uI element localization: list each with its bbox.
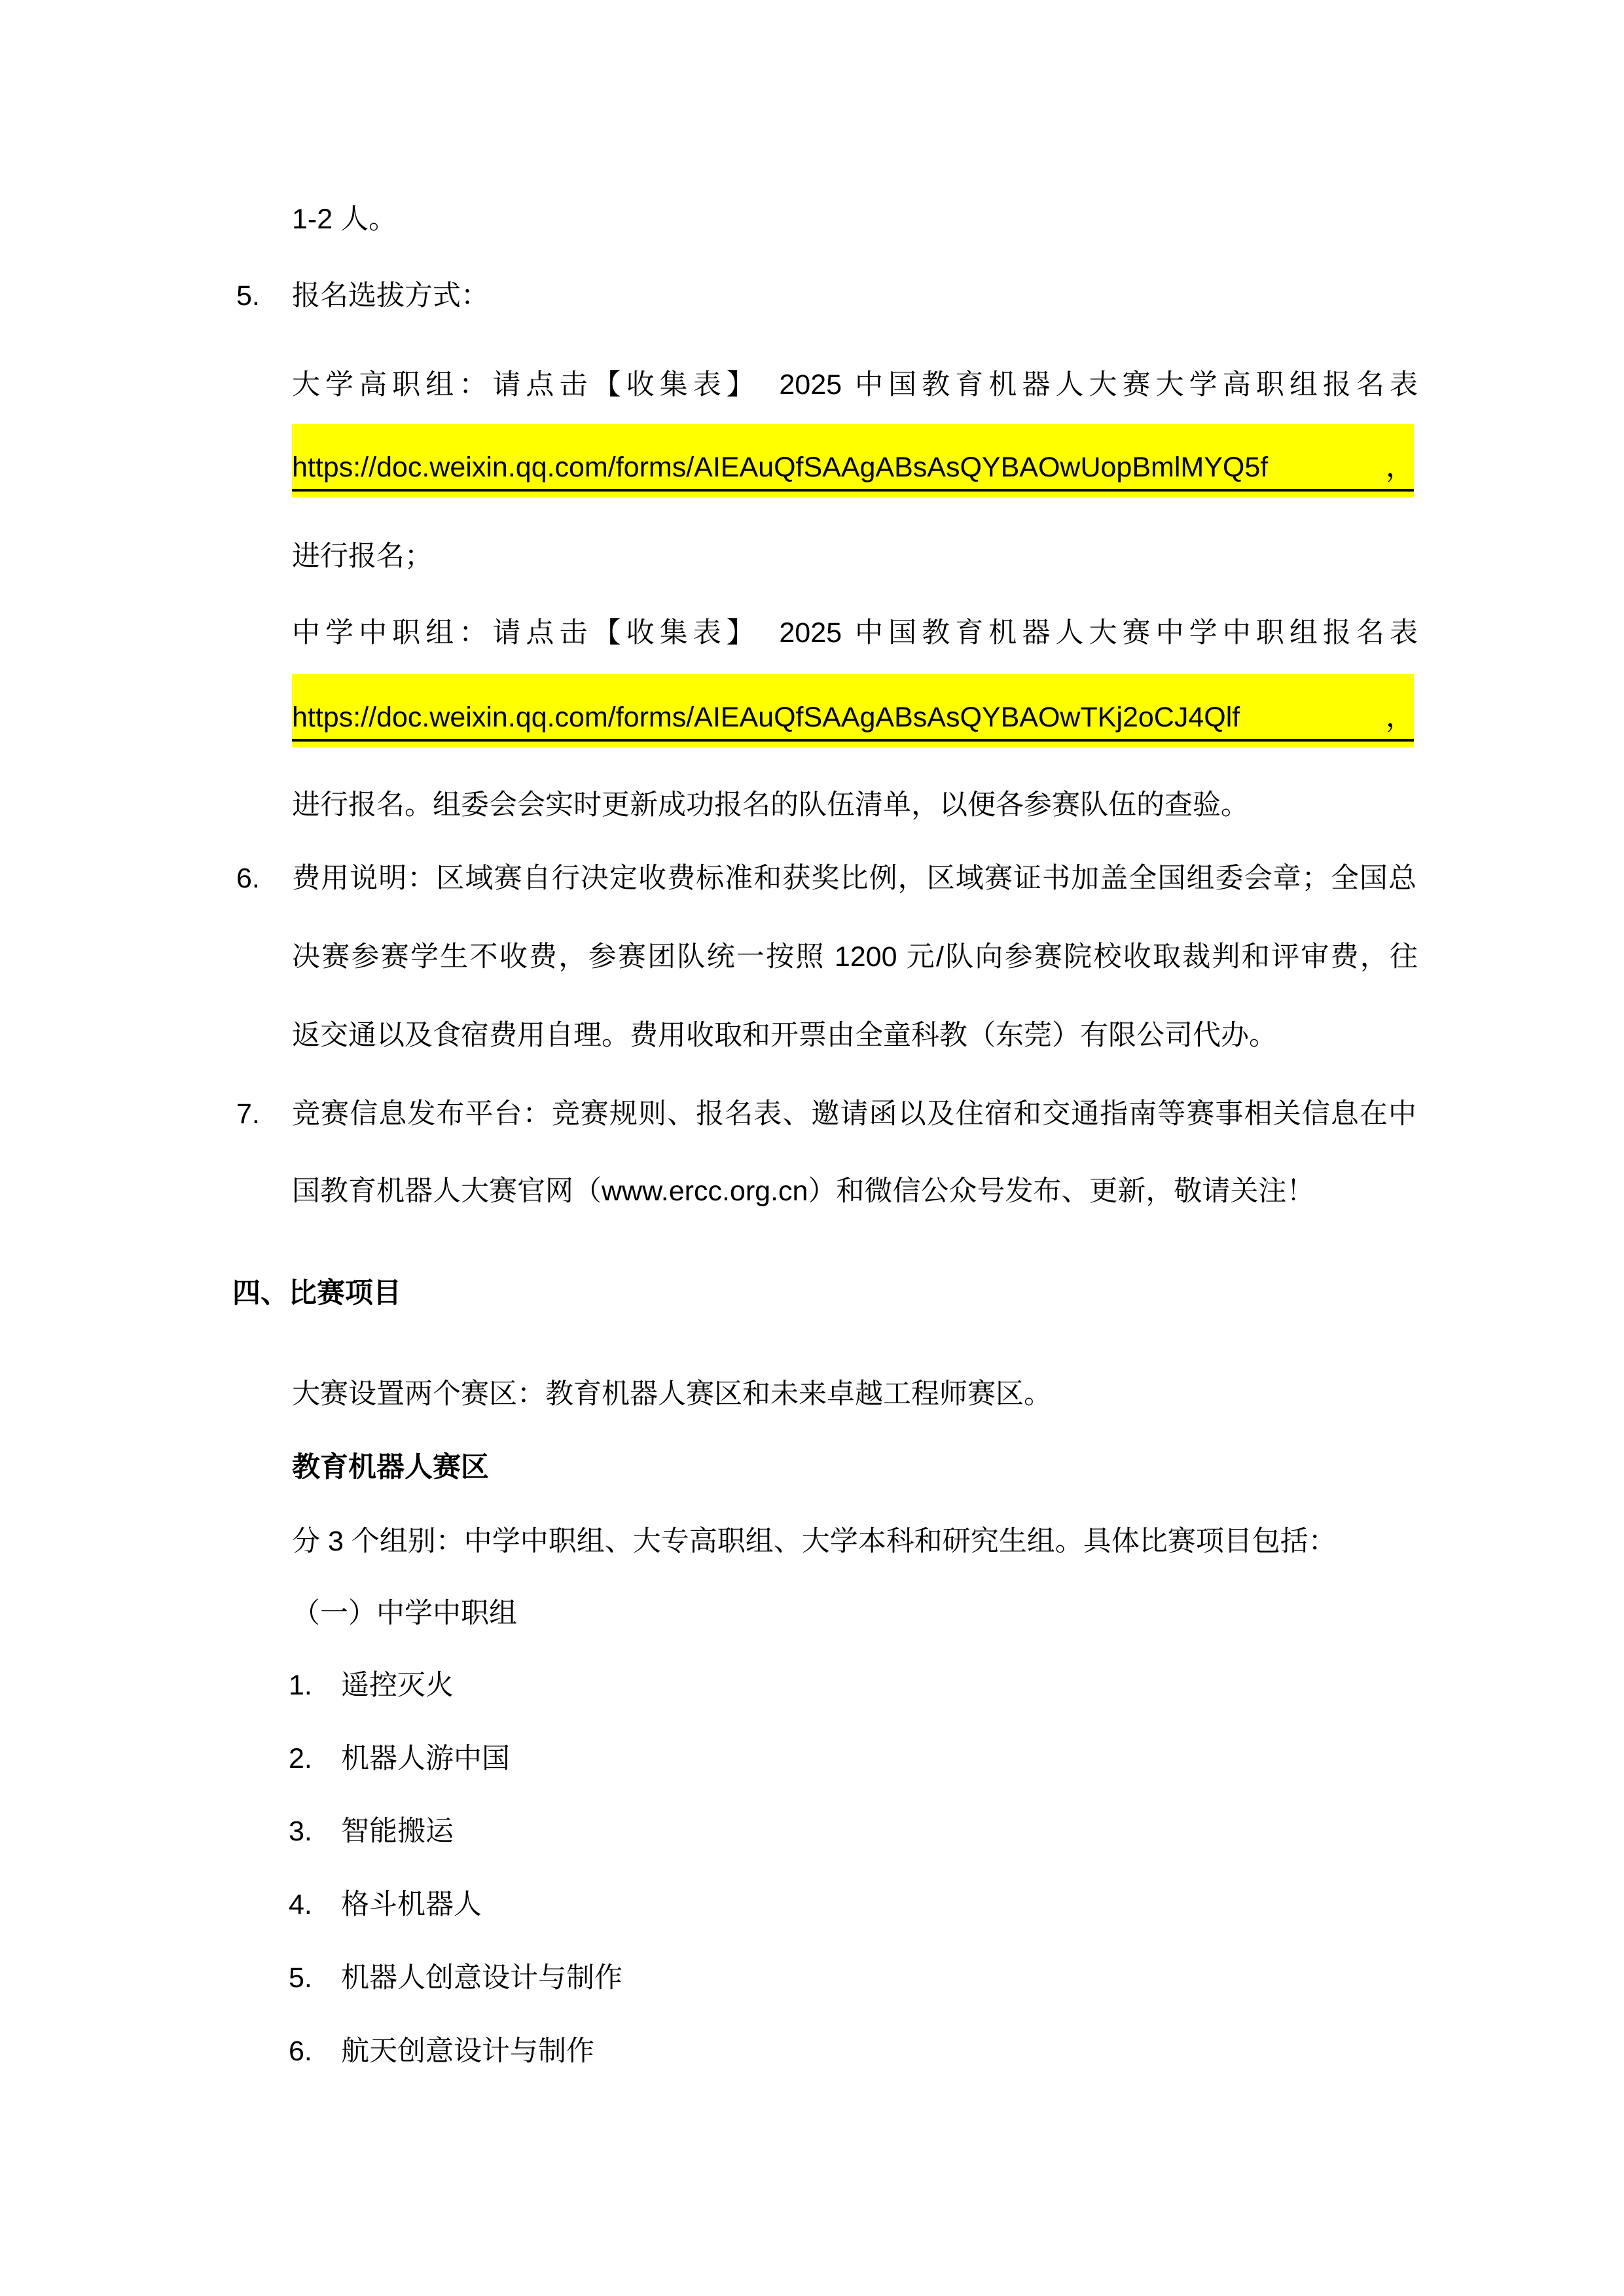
url-comma: ， [1386,702,1414,733]
event-item-1 [289,1667,1418,1704]
event-item-5 [289,1960,1418,1996]
section-4-intro-text: 大赛设置两个赛区：教育机器人赛区和未来卓越工程师赛区。 [292,1378,1052,1410]
item-number: 1. [289,1670,312,1701]
university-registration-line [292,367,1418,403]
item-number: 6. [236,863,260,894]
item-text: 费用说明：区域赛自行决定收费标准和获奖比例，区域赛证书加盖全国组委会章；全国总 [292,863,1416,894]
university-followup-line [292,538,1418,575]
item-number: 3. [289,1816,312,1847]
middle-school-url-highlight [292,674,1414,747]
event-name: 航天创意设计与制作 [341,2036,594,2067]
middle-school-url-link[interactable]: https://doc.weixin.qq.com/forms/AIEAuQfSAAgABsAsQYBAOwTKj2oCJ4Qlf [292,702,1240,733]
info-platform-line-2-text: 国教育机器人大赛官网（www.ercc.org.cn）和微信公众号发布、更新，敬请关注！ [292,1175,1315,1207]
middle-school-url-row [292,699,1414,742]
section-4-heading-text: 四、比赛项目 [232,1278,401,1309]
fee-line-2-text: 决赛参赛学生不收费，参赛团队统一按照 1200 元/队向参赛院校收取裁判和评审费，往 [292,941,1418,973]
list-item-5 [236,278,1418,314]
robot-zone-heading [292,1449,1418,1486]
groups-line [292,1523,1418,1560]
subgroup-heading-text: （一）中学中职组 [292,1598,517,1629]
middle-school-registration-text: 中学中职组：请点击【收集表】 2025 中国教育机器人大赛中学中职组报名表 [292,617,1418,649]
robot-zone-heading-text: 教育机器人赛区 [292,1452,489,1483]
fee-line-3-text: 返交通以及食宿费用自理。费用收取和开票由全童科教（东莞）有限公司代办。 [292,1020,1277,1051]
fee-line-3 [292,1017,1418,1054]
info-platform-line-2 [292,1173,1418,1210]
continuation-text: 1-2 人。 [292,204,397,235]
item-number: 6. [289,2036,312,2067]
item-number: 7. [236,1098,260,1130]
item-number: 4. [289,1889,312,1920]
section-4-intro-line [292,1376,1418,1412]
item-number: 2. [289,1743,312,1774]
item-number: 5. [236,280,260,312]
item-text: 竞赛信息发布平台：竞赛规则、报名表、邀请函以及住宿和交通指南等赛事相关信息在中 [292,1098,1416,1130]
url-comma: ， [1386,452,1414,483]
event-name: 机器人游中国 [341,1743,510,1774]
university-url-link[interactable]: https://doc.weixin.qq.com/forms/AIEAuQfSAAgABsAsQYBAOwUopBmlMYQ5f [292,452,1269,483]
list-item-7 [236,1096,1418,1132]
continuation-line [292,201,1418,238]
section-4-heading [232,1275,1358,1312]
middle-school-registration-line [292,615,1418,651]
subgroup-heading [292,1595,1418,1632]
groups-line-text: 分 3 个组别：中学中职组、大专高职组、大学本科和研究生组。具体比赛项目包括： [292,1526,1337,1557]
university-followup-text: 进行报名； [292,541,433,572]
list-item-6 [236,860,1418,897]
event-name: 智能搬运 [341,1816,454,1847]
event-name: 机器人创意设计与制作 [341,1962,623,1994]
middle-school-followup-text: 进行报名。组委会会实时更新成功报名的队伍清单，以便各参赛队伍的查验。 [292,789,1249,821]
event-item-4 [289,1886,1418,1923]
event-item-6 [289,2033,1418,2070]
event-item-2 [289,1740,1418,1777]
event-name: 格斗机器人 [341,1889,482,1920]
university-url-row [292,449,1414,492]
university-url-highlight [292,424,1414,497]
event-item-3 [289,1813,1418,1850]
item-number: 5. [289,1962,312,1994]
university-registration-text: 大学高职组：请点击【收集表】 2025 中国教育机器人大赛大学高职组报名表 [292,369,1418,401]
fee-line-2 [292,939,1418,975]
event-name: 遥控灭火 [341,1670,454,1701]
item-text: 报名选拔方式： [292,280,489,312]
middle-school-followup-line [292,787,1418,823]
